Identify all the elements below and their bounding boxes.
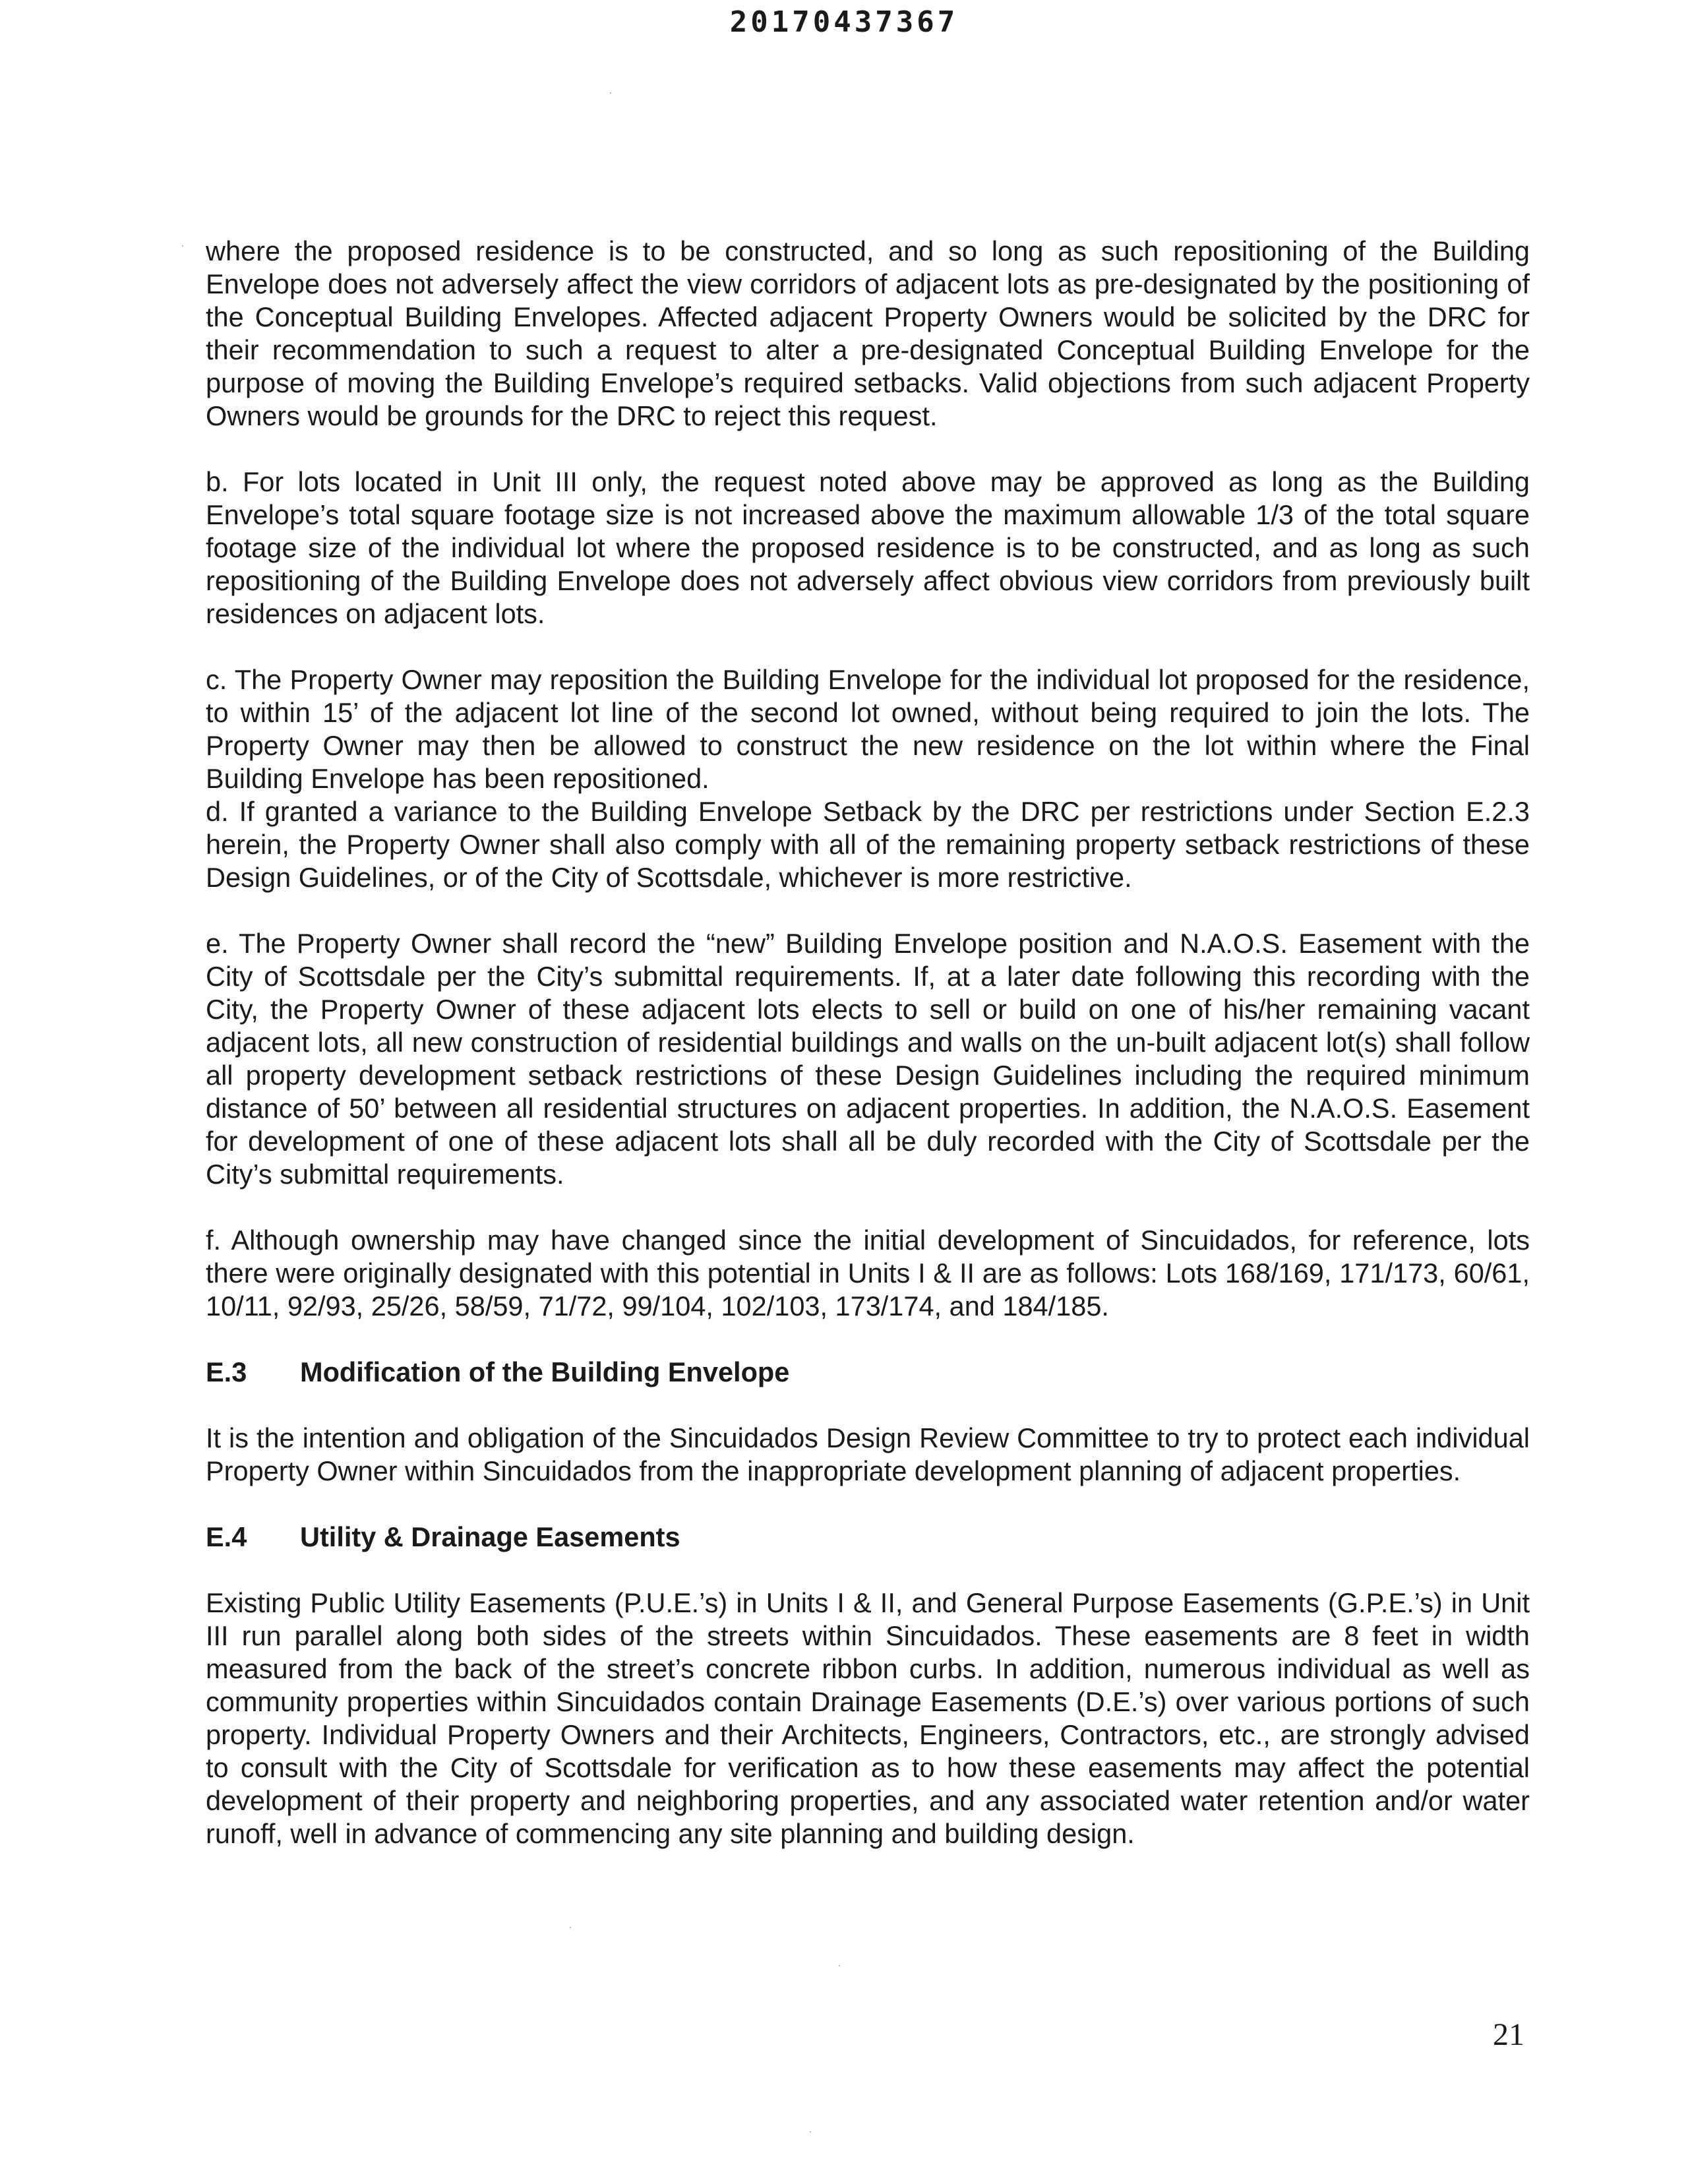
page-body: [206, 235, 1530, 1850]
page-number: 21: [1493, 2017, 1524, 2052]
paragraph-f: f. Although ownership may have changed since the initial development of Sincuidados, for reference, lots there were originally designated with this potential in Units I & II are as follows: Lots 168/169, 171/173, 60/61, 10/11, 92/93, 25/26, 58/59, 71/72, 99/104, 102/103, 173/174, and 184/185.: [206, 1225, 1530, 1321]
section-number: E.3: [206, 1356, 247, 1387]
scan-speck: [182, 245, 183, 247]
paragraph-e: e. The Property Owner shall record the “new” Building Envelope position and N.A.O.S. Easement with the City of Scottsdale per the City’s submittal requirements. If, at a later date following this recording with the City, the Property Owner of these adjacent lots elects to sell or build on one of his/her remaining vacant adjacent lots, all new construction of residential buildings and walls on the un-built adjacent lot(s) shall follow all property development setback restrictions of these Design Guidelines including the required minimum distance of 50’ between all residential structures on adjacent properties. In addition, the N.A.O.S. Easement for development of one of these adjacent lots shall all be duly recorded with the City of Scottsdale per the City’s submittal requirements.: [206, 928, 1530, 1190]
paragraph-c: c. The Property Owner may reposition the Building Envelope for the individual lot proposed for the residence, to within 15’ of the adjacent lot line of the second lot owned, without being required to join the lots. The Property Owner may then be allowed to construct the new residence on the lot within where the Final Building Envelope has been repositioned.: [206, 664, 1530, 794]
section-heading-e4: [206, 1521, 1530, 1554]
scan-speck: [570, 1927, 571, 1928]
section-number: E.4: [206, 1521, 247, 1552]
paragraph-d: d. If granted a variance to the Building Envelope Setback by the DRC per restrictions under Section E.2.3 herein, the Property Owner shall also comply with all of the remaining property setback restrictions of these Design Guidelines, or of the City of Scottsdale, whichever is more restrictive.: [206, 796, 1530, 893]
document-number: 20170437367: [729, 5, 959, 39]
section-title: Utility & Drainage Easements: [300, 1521, 680, 1552]
section-title: Modification of the Building Envelope: [300, 1356, 790, 1387]
scan-speck: [610, 92, 611, 94]
section-e3-body: It is the intention and obligation of the Sincuidados Design Review Committee to try to protect each individual Property Owner within Sincuidados from the inappropriate development planning of adjacent properties.: [206, 1422, 1530, 1486]
section-heading-e3: [206, 1356, 1530, 1389]
scan-speck: [810, 2131, 811, 2133]
paragraph-continuation: where the proposed residence is to be constructed, and so long as such repositioning of the Building Envelope does not adversely affect the view corridors of adjacent lots as pre-designated by the positioning of the Conceptual Building Envelopes. Affected adjacent Property Owners would be solicited by the DRC for their recommendation to such a request to alter a pre-designated Conceptual Building Envelope for the purpose of moving the Building Envelope’s required setbacks. Valid objections from such adjacent Property Owners would be grounds for the DRC to reject this request.: [206, 235, 1530, 431]
scan-speck: [839, 1965, 840, 1966]
section-e4-body: Existing Public Utility Easements (P.U.E.’s) in Units I & II, and General Purpose Easements (G.P.E.’s) in Unit III run parallel along both sides of the streets within Sincuidados. These easements are 8 feet in width measured from the back of the street’s concrete ribbon curbs. In addition, numerous individual as well as community properties within Sincuidados contain Drainage Easements (D.E.’s) over various portions of such property. Individual Property Owners and their Architects, Engineers, Contractors, etc., are strongly advised to consult with the City of Scottsdale for verification as to how these easements may affect the potential development of their property and neighboring properties, and any associated water retention and/or water runoff, well in advance of commencing any site planning and building design.: [206, 1587, 1530, 1849]
paragraph-b: b. For lots located in Unit III only, the request noted above may be approved as long as the Building Envelope’s total square footage size is not increased above the maximum allowable 1/3 of the total square footage size of the individual lot where the proposed residence is to be constructed, and as long as such repositioning of the Building Envelope does not adversely affect obvious view corridors from previously built residences on adjacent lots.: [206, 466, 1530, 629]
